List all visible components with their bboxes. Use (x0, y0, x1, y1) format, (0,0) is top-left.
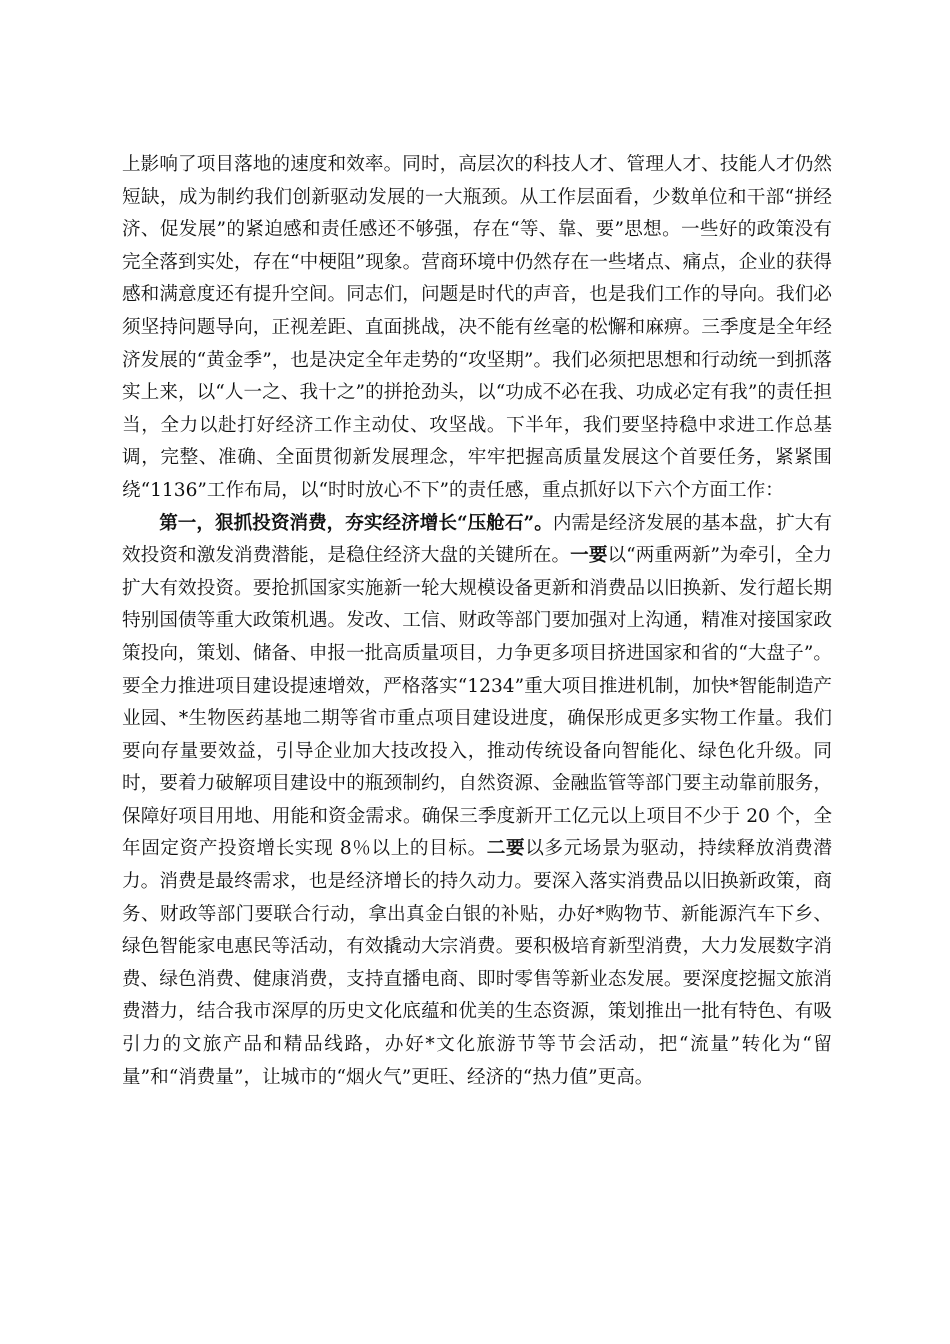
point-marker-2: 二要 (486, 838, 526, 860)
section-heading: 第一，狠抓投资消费，夯实经济增长“压舱石”。 (159, 512, 553, 534)
point-body-2: 以多元场景为驱动，持续释放消费潜力。消费是最终需求，也是经济增长的持久动力。要深入落实消费品以旧换新政策，商务、财政等部门要联合行动，拿出真金白银的补贴，办好*购物节、新能源汽车下乡、绿色智能家电惠民等活动，有效撬动大宗消费。要积极培育新型消费，大力发展数字消费、绿色消费、健康消费，支持直播电商、即时零售等新业态发展。要深度挖掘文旅消费潜力，结合我市深厚的历史文化底蕴和优美的生态资源，策划推出一批有特色、有吸引力的文旅产品和精品线路，办好*文化旅游节等节会活动，把“流量”转化为“留量”和“消费量”，让城市的“烟火气”更旺、经济的“热力值”更高。 (122, 838, 832, 1088)
paragraph-continuation: 上影响了项目落地的速度和效率。同时，高层次的科技人才、管理人才、技能人才仍然短缺，成为制约我们创新驱动发展的一大瓶颈。从工作层面看，少数单位和干部“拼经济、促发展”的紧迫感和责任感还不够强，存在“等、靠、要”思想。一些好的政策没有完全落到实处，存在“中梗阻”现象。营商环境中仍然存在一些堵点、痛点，企业的获得感和满意度还有提升空间。同志们，问题是时代的声音，也是我们工作的导向。我们必须坚持问题导向，正视差距、直面挑战，决不能有丝毫的松懈和麻痹。三季度是全年经济发展的“黄金季”，也是决定全年走势的“攻坚期”。我们必须把思想和行动统一到抓落实上来，以“人一之、我十之”的拼抢劲头，以“功成不必在我、功成必定有我”的责任担当，全力以赴打好经济工作主动仗、攻坚战。下半年，我们要坚持稳中求进工作总基调，完整、准确、全面贯彻新发展理念，牢牢把握高质量发展这个首要任务，紧紧围绕“1136”工作布局，以“时时放心不下”的责任感，重点抓好以下六个方面工作： (122, 154, 832, 501)
point-body-1: 以“两重两新”为牵引，全力扩大有效投资。要抢抓国家实施新一轮大规模设备更新和消费品以旧换新、发行超长期特别国债等重大政策机遇。发改、工信、财政等部门要加强对上沟通，精准对接国家政策投向，策划、储备、申报一批高质量项目，力争更多项目挤进国家和省的“大盘子”。要全力推进项目建设提速增效，严格落实“1234”重大项目推进机制，加快*智能制造产业园、*生物医药基地二期等省市重点项目建设进度，确保形成更多实物工作量。我们要向存量要效益，引导企业加大技改投入，推动传统设备向智能化、绿色化升级。同时，要着力破解项目建设中的瓶颈制约，自然资源、金融监管等部门要主动靠前服务，保障好项目用地、用能和资金需求。确保三季度新开工亿元以上项目不少于 20 个，全年固定资产投资增长实现 8％以上的目标。 (122, 545, 832, 860)
document-body (122, 149, 832, 1094)
section-intro: 内需是经济发展的基本盘，扩大有效投资和激发消费潜能，是稳住经济大盘的关键所在。 (122, 512, 832, 567)
point-marker-1: 一要 (570, 545, 608, 567)
paragraph-investment-consumption (122, 508, 832, 1095)
